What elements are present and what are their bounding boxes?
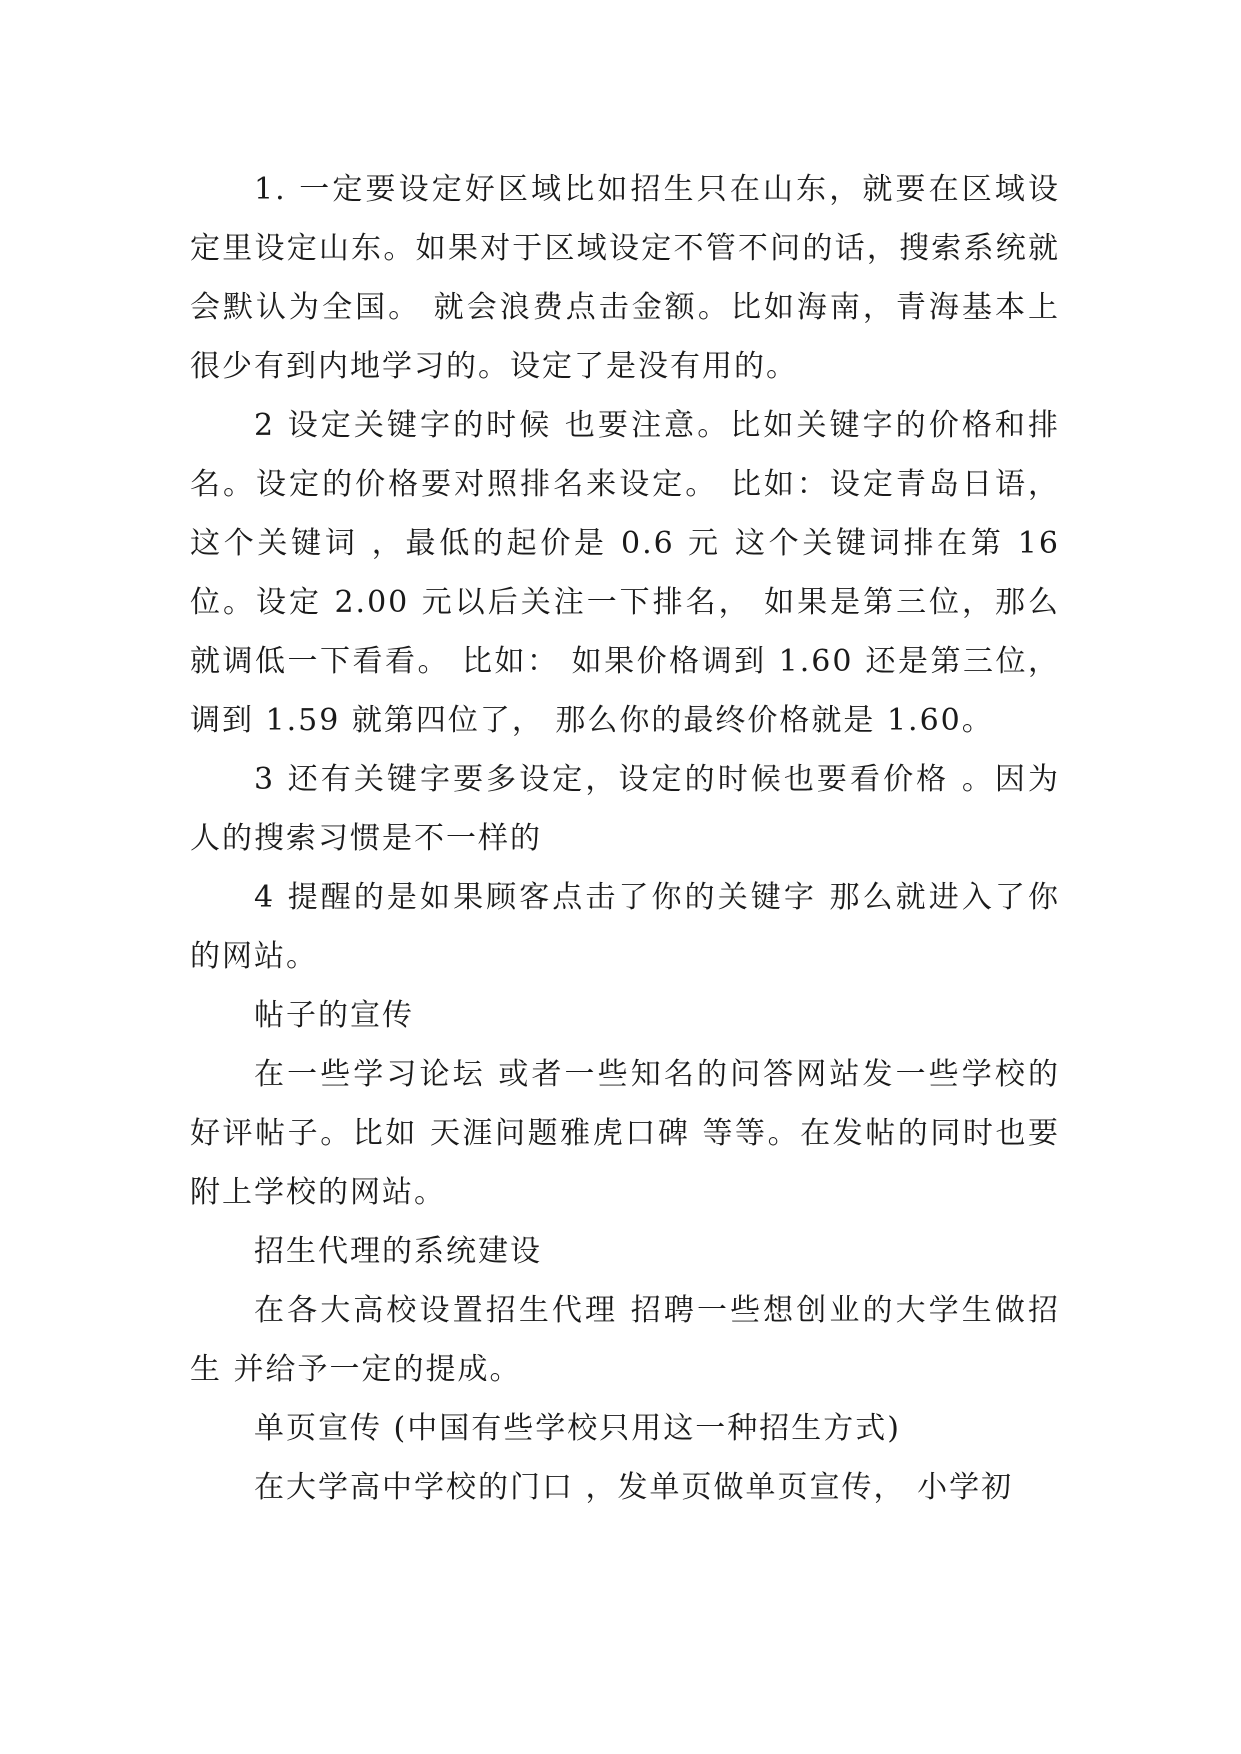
paragraph-click-reminder: 4 提醒的是如果顾客点击了你的关键字 那么就进入了你的网站。: [190, 880, 1060, 974]
paragraph-flyer-distribution: 在大学高中学校的门口 ，发单页做单页宣传， 小学初: [254, 1470, 1014, 1505]
document-body: [190, 160, 1060, 1517]
section-heading-flyer-promotion: 单页宣传 (中国有些学校只用这一种招生方式): [254, 1411, 901, 1446]
section-heading-agent-system: 招生代理的系统建设: [254, 1234, 542, 1269]
section-heading-post-promotion: 帖子的宣传: [254, 998, 414, 1033]
paragraph-region-setting: 1. 一定要设定好区域比如招生只在山东，就要在区域设定里设定山东。如果对于区域设定不管不问的话，搜索系统就会默认为全国。 就会浪费点击金额。比如海南，青海基本上很少有到内地学习的。设定了是没有用的。: [190, 172, 1060, 384]
paragraph-keyword-pricing: 2 设定关键字的时候 也要注意。比如关键字的价格和排名。设定的价格要对照排名来设定。 比如：设定青岛日语， 这个关键词 ，最低的起价是 0.6 元 这个关键词排在第 16 位。设定 2.00 元以后关注一下排名， 如果是第三位，那么就调低一下看看。 比如： 如果价格调到 1.60 还是第三位， 调到 1.59 就第四位了， 那么你的最终价格就是 1.60。: [190, 408, 1060, 738]
paragraph-more-keywords: 3 还有关键字要多设定，设定的时候也要看价格 。因为人的搜索习惯是不一样的: [190, 762, 1060, 856]
paragraph-campus-agents: 在各大高校设置招生代理 招聘一些想创业的大学生做招生 并给予一定的提成。: [190, 1293, 1060, 1387]
paragraph-forum-posts: 在一些学习论坛 或者一些知名的问答网站发一些学校的好评帖子。比如 天涯问题雅虎口碑 等等。在发帖的同时也要附上学校的网站。: [190, 1057, 1060, 1210]
